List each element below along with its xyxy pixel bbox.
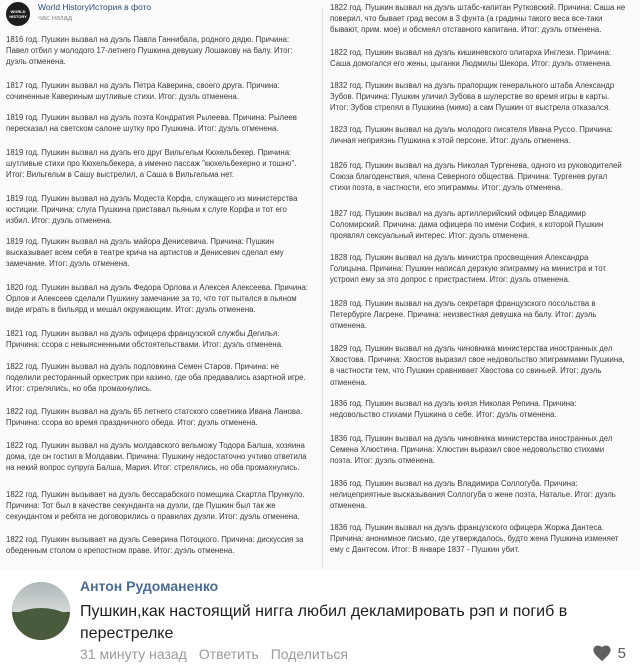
duel-entry: 1822 год. Пушкин вызвал на дуэль молдавского вельможу Тодора Балша, хозяина дома, где он гостил в Молдавии. Причина: Пушкину недостаточно учтиво ответила на некий вопрос супруга Балша, Мария. Итог: стрелялись, но оба промахнулись. bbox=[6, 441, 307, 473]
comment-time[interactable]: 31 минуту назад bbox=[80, 646, 187, 662]
duel-entry: 1823 год. Пушкин вызвал на дуэль молодого писателя Ивана Руссо. Причина: личная неприязнь Пушкина к этой персоне. Итог: дуэль отменена. bbox=[330, 125, 613, 146]
duel-entry: 1822 год. Пушкин вызвал на дуэль 65 летнего статского советника Ивана Ланова. Причина: ссора во время праздничного обеда. Итог: дуэль отменена. bbox=[6, 407, 303, 428]
duel-entry: 1819 год. Пушкин вызвал на дуэль Модеста Корфа, служащего из министерства юстиции. Причина: слуга Пушкина приставал пьяным к слуге Корфа и тот его избил. Итог: дуэль отменена. bbox=[6, 194, 298, 226]
reply-button[interactable]: Ответить bbox=[198, 646, 259, 662]
comment-text: Пушкин,как настоящий нигга любил декламировать рэп и погиб в перестрелке bbox=[80, 603, 568, 642]
comment-author[interactable]: Антон Рудоманенко bbox=[80, 578, 219, 594]
duel-entry: 1816 год. Пушкин вызвал на дуэль Павла Ганнибала, родного дядю. Причина: Павел отбил у молодого 17-летнего Пушкина девушку Лошакову на балу. Итог: дуэль отменена. bbox=[6, 35, 293, 67]
duel-entry: 1819 год. Пушкин вызвал на дуэль его друг Вильгельм Кюхельбекер. Причина: шутливые стихи про Кюхельбекера, а именно пассаж "кюхельбекерно и тошно". Итог: Вильгельм в Сашу выстрелил, а Саша в Вильгельма нет. bbox=[6, 148, 297, 180]
duel-entry: 1817 год. Пушкин вызвал на дуэль Петра Каверина, своего друга. Причина: сочиненные Кавериным шутливые стихи. Итог: дуэль отменена. bbox=[6, 81, 280, 102]
avatar-hill bbox=[12, 608, 70, 640]
duel-entry: 1836 год. Пушкин вызвал на дуэль князя Николая Репина. Причина: недовольство стихами Пушкина о себе. Итог: дуэль отменена. bbox=[330, 399, 577, 420]
post-header bbox=[6, 2, 151, 24]
duel-entry: 1819 год. Пушкин вызвал на дуэль майора Денисевича. Причина: Пушкин высказывает всем себя в театре крича на артистов и Денисевич сделал ему замечание. Итог: дуэль отменена. bbox=[6, 237, 284, 269]
duel-entry: 1822 год. Пушкин вызывает на дуэль Северина Потоцкого. Причина: дискуссия за обеденным столом о крепостном праве. Итог: дуэль отменена. bbox=[6, 535, 304, 556]
duel-entry: 1828 год. Пушкин вызвал на дуэль министра просвещения Александра Голицына. Причина: Пушкин написал дерзкую эпиграмму на министра и тот устроил ему за это допрос с пристрастием. Итог: дуэль отменена. bbox=[330, 253, 606, 285]
post-time: час назад bbox=[38, 13, 73, 22]
duel-entry: 1819 год. Пушкин вызвал на дуэль поэта Кондратия Рылеева. Причина: Рылеев пересказал на светском салоне шутку про Пушкина. Итог: дуэль отменена. bbox=[6, 113, 297, 134]
like-button[interactable] bbox=[592, 644, 626, 662]
comment bbox=[0, 570, 640, 670]
avatar[interactable] bbox=[12, 582, 70, 640]
duel-entry: 1822 год. Пушкин вызвал на дуэль кишиневского олигарха Инглези. Причина: Саша домогался его жены, цыганки Людмилы Шекора. Итог: дуэль отменена. bbox=[330, 48, 612, 69]
group-meta bbox=[38, 2, 151, 23]
like-count: 5 bbox=[617, 644, 626, 662]
duel-entry: 1827 год. Пушкин вызвал на дуэль артиллерийский офицер Владимир Соломирский. Причина: дама офицера по имени София, к которой Пушкин проявлял сексуальный интерес. Итог: дуэль отменена. bbox=[330, 209, 604, 241]
comment-actions bbox=[80, 646, 348, 662]
duel-entry: 1826 год. Пушкин вызвал на дуэль Николая Тургенева, одного из руководителей Союза благоденствия, члена Северного общества. Причина: Тургенев ругал стихи поэта, в частности, его эпиграммы. Итог: дуэль отменена. bbox=[330, 161, 622, 193]
duel-entry: 1822 год. Пушкин вызвал на дуэль подловкина Семен Старов. Причина: не поделили ресторанный оркестрик при казино, где оба предавались азартной игре. Итог: стрелялись, но оба промахнулись. bbox=[6, 362, 306, 394]
group-name[interactable]: World HistoryИстория в фото bbox=[38, 2, 152, 12]
duel-entry: 1820 год. Пушкин вызвал на дуэль Федора Орлова и Алексея Алексеева. Причина: Орлов и Алексеев сделали Пушкину замечание за то, что тот пытался в пьяном виде играть в бильярд и мешал окружающим. Итог: дуэль отменена. bbox=[6, 283, 309, 315]
duel-entry: 1836 год. Пушкин вызвал на дуэль французского офицера Жоржа Дантеса. Причина: анонимное письмо, где утверждалось, будто жена Пушкина изменяет ему с Дантесом. Итог: В январе 1837 - Пушкин убит. bbox=[330, 523, 619, 555]
group-logo[interactable]: WORLD HISTORY bbox=[6, 2, 30, 26]
duel-entry: 1828 год. Пушкин вызвал на дуэль секретаря французского посольства в Петербурге Лагрене. Причина: неизвестная девушка на балу. Итог: дуэль отменена. bbox=[330, 299, 597, 331]
duel-entry: 1832 год. Пушкин вызвал на дуэль прапорщик генерального штаба Александр Зубов. Причина: Пушкин уличил Зубова в шулерстве во время игры в карты. Итог: Зубов стрелял в Пушкина (мимо) а сам Пушкин от выстрела отказался. bbox=[330, 81, 615, 113]
duel-entry: 1836 год. Пушкин вызвал на дуэль Владимира Соллогуба. Причина: нелицеприятные высказывания Соллогуба о жене поэта, Наталье. Итог: дуэль отменена. bbox=[330, 479, 616, 511]
duel-entry: 1836 год. Пушкин вызвал на дуэль чиновника министерства иностранных дел Семена Хлюстина. Причина: Хлюстин выразил свое недовольство стихами поэта. Итог: дуэль отменена. bbox=[330, 434, 613, 466]
duel-entry: 1822 год. Пушкин вызвал на дуэль штабс-капитан Рутковский. Причина: Саша не поверил, что бывает град весом в 3 фунта (а градины такого веса все-таки бывают, прим. мое) и обсмеял отставного капитана. Итог: дуэль отменена. bbox=[330, 3, 626, 35]
share-button[interactable]: Поделиться bbox=[270, 646, 348, 662]
heart-icon bbox=[592, 644, 612, 662]
duel-entry: 1822 год. Пушкин вызывает на дуэль бессарабского помещика Скартла Прункуло. Причина: Тот был в качестве секунданта на дуэли, где Пушкин был так же секундантом и ребята не договорились о правилах дуэли. Итог: дуэль отменена. bbox=[6, 490, 305, 522]
duel-entry: 1829 год. Пушкин вызвал на дуэль чиновника министерства иностранных дел Хвостова. Причина: Хвостов выразил свое недовольство эпиграммами Пушкина, в частности тем, что Пушкин сравнивает Хвостова со свиньей. Итог: дуэль отменена. bbox=[330, 344, 625, 387]
column-divider bbox=[322, 8, 323, 568]
duel-entry: 1821 год. Пушкин вызвал на дуэль офицера французской службы Дегилья. Причина: ссора с невыясненными обстоятельствами. Итог: дуэль отменена. bbox=[6, 329, 284, 350]
